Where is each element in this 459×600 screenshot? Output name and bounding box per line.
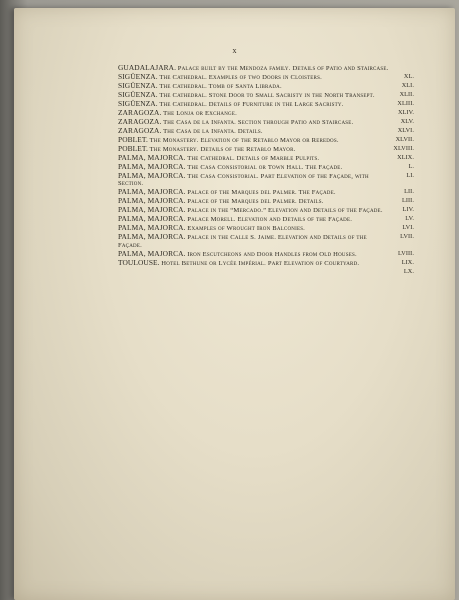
- entry-plate-number: XL.: [403, 73, 414, 80]
- plate-entry: [118, 250, 414, 258]
- entry-place: PALMA, MAJORCA.: [118, 248, 186, 258]
- plate-entry: [118, 172, 414, 188]
- entry-plate-number: XLIII.: [397, 100, 414, 107]
- entry-place: PALMA, MAJORCA.: [118, 153, 186, 162]
- plate-entry: [118, 233, 414, 249]
- entry-place: TOULOUSE.: [118, 257, 160, 267]
- entry-description: Palace of the Marques del Palmer. Details.: [187, 198, 324, 206]
- plate-entry: [118, 91, 414, 99]
- entry-description: The Cathedral. Tomb of Santa Librada.: [159, 83, 282, 90]
- entry-place: PALMA, MAJORCA.: [118, 205, 186, 215]
- entry-description: The Monastery. Details of the Retablo Mayor.: [149, 146, 296, 153]
- plate-entry: [118, 136, 414, 144]
- entry-plate-number: LIV.: [402, 206, 414, 214]
- entry-description: The Cathedral. Details of Furniture in the Large Sacristy.: [159, 101, 344, 108]
- entry-plate-number: LVII.: [400, 233, 414, 241]
- entry-plate-number: XLIV.: [397, 109, 414, 116]
- entry-place: POBLET.: [118, 144, 148, 153]
- entry-place: ZARAGOZA.: [118, 117, 162, 126]
- entry-plate-number: XLIX.: [397, 154, 414, 161]
- entry-plate-number: LII.: [404, 188, 414, 196]
- entry-description: Palace Morell. Elevation and Details of the Façade.: [187, 216, 353, 224]
- plate-entry: [118, 259, 414, 267]
- entry-description: The Casa Consistorial or Town Hall. The Façade.: [187, 164, 343, 171]
- entry-description: Palace in the Calle S. Jaime. Elevation and Details of the Façade.: [118, 234, 367, 249]
- plate-entry: [118, 73, 414, 81]
- entry-place: PALMA, MAJORCA.: [118, 162, 186, 171]
- entry-description: Iron Escutcheons and Door Handles from Old Houses.: [187, 250, 357, 258]
- entry-place: PALMA, MAJORCA.: [118, 196, 186, 206]
- plate-list: [118, 63, 414, 275]
- book-page: [14, 8, 455, 600]
- entry-description: The Casa de la Infanta. Section through Patio and Staircase.: [163, 119, 354, 126]
- plate-entry: [118, 118, 414, 126]
- entry-plate-number: LV.: [405, 215, 414, 223]
- plate-entry: [118, 109, 414, 117]
- entry-plate-number: LX.: [403, 267, 414, 275]
- entry-place: SIGÜENZA.: [118, 99, 158, 108]
- plate-entry: [118, 100, 414, 108]
- entry-description: Examples of Wrought Iron Balconies.: [187, 225, 306, 233]
- entry-description: The Monastery. Elevation of the Retablo Mayor or Reredos.: [149, 137, 339, 144]
- entry-description: The Cathedral. Details of Marble Pulpits.: [187, 155, 320, 162]
- entry-place: ZARAGOZA.: [118, 108, 162, 117]
- page-number: x: [232, 46, 237, 55]
- entry-plate-number: XLVIII.: [393, 145, 414, 152]
- plate-entry: [118, 64, 414, 72]
- entry-plate-number: LIII.: [401, 197, 414, 205]
- entry-place: PALMA, MAJORCA.: [118, 232, 186, 242]
- entry-description: Palace built by the Mendoza family. Details of Patio and Staircase.: [177, 65, 389, 72]
- entry-plate-number: XLV.: [400, 118, 414, 125]
- entry-description: Palace in the “Mercado.” Elevation and Details of the Façade.: [187, 207, 383, 215]
- plate-entry: [118, 127, 414, 135]
- entry-plate-number: LVI.: [402, 224, 414, 232]
- entry-place: SIGÜENZA.: [118, 90, 158, 99]
- entry-description: The Casa Consistorial. Part Elevation of the Façade, with Section.: [118, 173, 369, 188]
- entry-place: POBLET.: [118, 135, 148, 144]
- plate-entry: [118, 82, 414, 90]
- entry-plate-number: LI.: [406, 172, 414, 179]
- entry-plate-number: XLI.: [401, 82, 414, 89]
- entry-description: The Casa de la Infanta. Details.: [163, 128, 263, 135]
- entry-place: ZARAGOZA.: [118, 126, 162, 135]
- entry-place: PALMA, MAJORCA.: [118, 171, 186, 180]
- entry-description: Palace of the Marques del Palmer. The Façade.: [187, 189, 336, 197]
- entry-place: GUADALAJARA.: [118, 63, 177, 72]
- entry-plate-number: XLII.: [399, 91, 414, 98]
- entry-plate-number: LVIII.: [397, 249, 414, 257]
- entry-place: PALMA, MAJORCA.: [118, 214, 186, 224]
- entry-place: PALMA, MAJORCA.: [118, 223, 186, 233]
- entry-place: PALMA, MAJORCA.: [118, 187, 186, 197]
- entry-description: The Cathedral. Examples of two Doors in Cloisters.: [159, 74, 322, 81]
- entry-plate-number: XLVI.: [397, 127, 414, 134]
- entry-description: The Cathedral. Stone Door to Small Sacristy in the North Transept.: [159, 92, 375, 99]
- entry-description: Hotel Bethune or Lycée Impérial. Part Elevation of Courtyard.: [161, 259, 360, 267]
- entry-plate-number: L.: [408, 163, 414, 170]
- entry-place: SIGÜENZA.: [118, 72, 158, 81]
- entry-description: The Lonja or Exchange.: [163, 110, 237, 117]
- entry-plate-number: LIX.: [401, 258, 414, 266]
- entry-place: SIGÜENZA.: [118, 81, 158, 90]
- entry-plate-number: XLVII.: [395, 136, 414, 143]
